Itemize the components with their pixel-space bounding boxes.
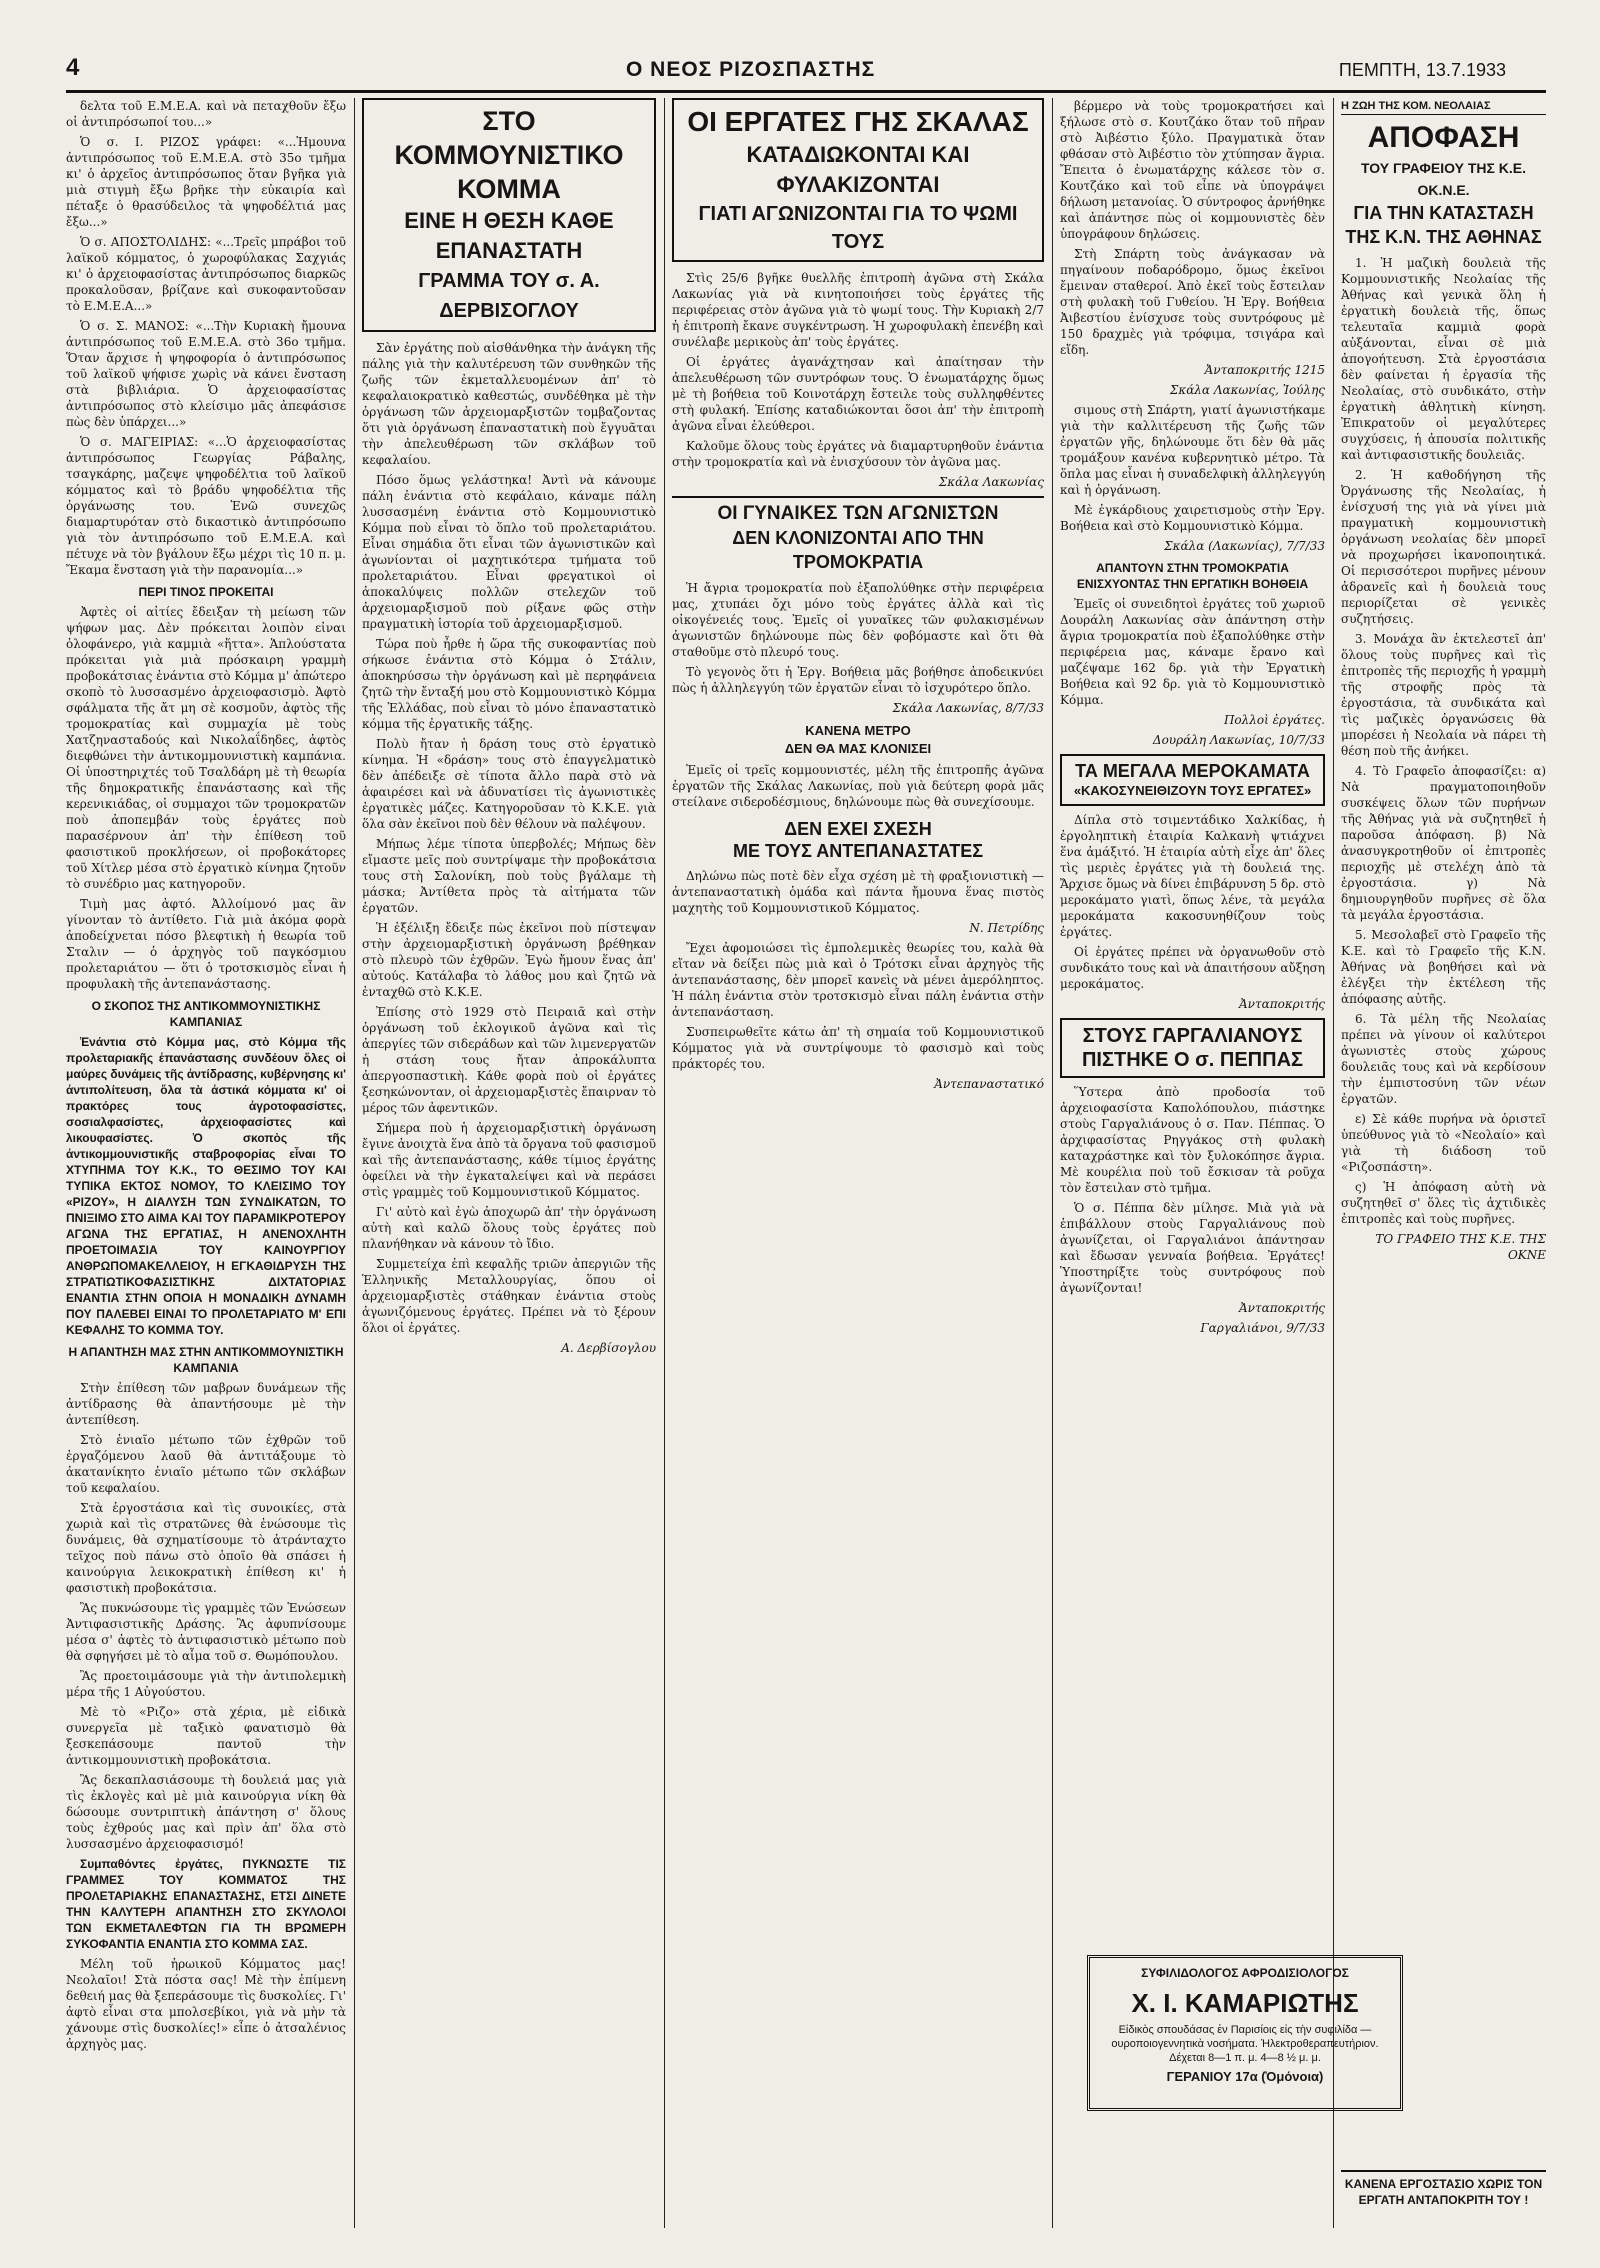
- signature: Ἀνταποκριτής: [1239, 997, 1325, 1011]
- article-paragraph: Ὕστερα ἀπὸ προδοσία τοῦ ἀρχειοφασίστα Καπολόπουλου, πιάστηκε στοὺς Γαργαλιάνους ὁ σ. Παν. Πέππας. Ὁ ἀρχιφασίστας Ρηγγάκος στὴ φυλακὴ καταχράστηκε καὶ τὸν ξυλοκόπησε ἄγρια. Μὲ κουρέλια ποὺ τοῦ ἔσκισαν τὰ ροῦχα τὸν ἔστειλαν στὸ τμῆμα.: [1060, 1085, 1325, 1195]
- section-title: ΣΤΟΥΣ ΓΑΡΓΑΛΙΑΝΟΥΣ: [1082, 1025, 1303, 1047]
- article-paragraph: Συμπαθόντες ἐργάτες, ΠΥΚΝΩΣΤΕ ΤΙΣ ΓΡΑΜΜΕΣ ΤΟΥ ΚΟΜΜΑΤΟΣ ΤΗΣ ΠΡΟΛΕΤΑΡΙΑΚΗΣ ΕΠΑΝΑΣΤΑΣΗΣ, ΕΤΣΙ ΔΙΝΕΤΕ ΤΗΝ ΚΑΛΥΤΕΡΗ ΑΠΑΝΤΗΣΗ ΣΤΟ ΣΚΥΛΟΛΟΙ ΤΩΝ ΕΚΜΕΤΑΛΕΦΤΩΝ ΓΙΑ ΤΗ ΒΡΩΜΕΡΗ ΣΥΚΟΦΑΝΤΙΑ ΕΝΑΝΤΙΑ ΣΤΟ ΚΟΜΜΑ ΣΑΣ.: [66, 1857, 346, 1951]
- article-paragraph: Στὶς 25/6 βγῆκε θυελλῆς ἐπιτροπὴ ἀγῶνα στὴ Σκάλα Λακωνίας γιὰ νὰ κινητοποιήσει τοὺς ἐργάτες τῆς περιφέρειας στὸν ἀγῶνα γιὰ τὸ ψωμί τους. Τὴν Κυριακὴ 2/7 ἡ ἐπιτροπὴ ἔκανε συγκέντρωση. Ἡ χωροφυλακὴ ἐπενέβη καὶ συνέλαβε μερικοὺς ἀπ' τοὺς ἐργάτες.: [672, 271, 1044, 349]
- article-paragraph: Ἐμεῖς οἱ συνειδητοὶ ἐργάτες τοῦ χωριοῦ Δουράλη Λακωνίας σὰν ἀπάντηση στὴν ἄγρια τρομοκρατία ποὺ ἐξαπολύθηκε στὴν περιφέρεια μας, κάναμε ἔρανο καὶ μαζέψαμε 162 δρ. γιὰ τὴν Ἐργατικὴ Βοήθεια καὶ 92 δρ. γιὰ τὸ Κομμουνιστικὸ Κόμμα.: [1060, 597, 1325, 707]
- article-paragraph: ς) Ἡ ἀπόφαση αὐτὴ νὰ συζητηθεῖ σ' ὅλες τὶς ἀχτιδικὲς ἐπιτροπὲς καὶ τοὺς πυρῆνες.: [1341, 1180, 1546, 1226]
- article-paragraph: Ἐμεῖς οἱ τρεῖς κομμουνιστές, μέλη τῆς ἐπιτροπῆς ἀγῶνα ἐργατῶν τῆς Σκάλας Λακωνίας, ποὺ γιὰ δεύτερη φορὰ μᾶς στείλανε σιδεροδέσμιους, δηλώνουμε πὼς θὰ συνεχίσουμε.: [672, 763, 1044, 809]
- article-paragraph: Δηλώνω πὼς ποτὲ δὲν εἶχα σχέση μὲ τὴ φραξιονιστικὴ — ἀντεπαναστατικὴ ὁμάδα καὶ πάντα ἤμουνα ἕνας πιστὸς μαχητὴς τοῦ Κομμουνιστικοῦ Κόμματος.: [672, 869, 1044, 915]
- headline: ΤΟΥ ΓΡΑΦΕΙΟΥ ΤΗΣ Κ.Ε. ΟΚ.Ν.Ε.: [1360, 160, 1527, 198]
- article-paragraph: Στὴν ἐπίθεση τῶν μαβρων δυνάμεων τῆς ἀντίδρασης θὰ ἀπαντήσουμε μὲ τὴν ἀντεπίθεση.: [66, 1381, 346, 1427]
- headline-box: [362, 98, 656, 332]
- signature: Ἀνταποκριτής 1215: [1204, 363, 1325, 377]
- signature: Σκάλα (Λακωνίας), 7/7/33: [1164, 539, 1325, 553]
- article-paragraph: 2. Ἡ καθοδήγηση τῆς Ὀργάνωσης τῆς Νεολαίας, ἡ ἐνίσχυσή της γιὰ νὰ γίνει μιὰ πραγματικὴ κομμουνιστικὴ ὀργάνωση νεολαίας δὲν μπορεῖ νὰ προχωρήσει ἱκανοποιητικά. Οἱ περισσότεροι πυρῆνες μένουν ἀδρανεῖς καὶ ἡ δουλειὰ τους περιορίζεται σὲ γενικὲς συζητήσεις.: [1341, 468, 1546, 626]
- column-5: [1341, 98, 1546, 2228]
- headline-box: [672, 98, 1044, 262]
- article-paragraph: 6. Τὰ μέλη τῆς Νεολαίας πρέπει νὰ γίνουν οἱ καλύτεροι ἀγωνιστὲς στοὺς χώρους δουλειᾶς τους καὶ νὰ κερδίσουν τὴν ἐμπιστοσύνη τῶν νέων ἐργατῶν.: [1341, 1012, 1546, 1106]
- article-paragraph: ε) Σὲ κάθε πυρήνα νὰ ὁριστεῖ ὑπεύθυνος γιὰ τὸ «Νεολαίο» καὶ γιὰ τὴ διάδοση τοῦ «Ριζοσπάστη».: [1341, 1112, 1546, 1174]
- signature: Ἀντεπαναστατικό: [934, 1077, 1044, 1091]
- column-rule: [664, 98, 665, 2228]
- article-paragraph: Στὰ ἐργοστάσια καὶ τὶς συνοικίες, στὰ χωριὰ καὶ τὶς στρατῶνες θὰ ἐνώσουμε τὶς δυνάμεις, θὰ σχηματίσουμε τὸ ἀτράνταχτο τεῖχος ποὺ πάνω στὸ ὁποῖο θὰ σπάσει ἡ καινούργια λεικοκρατικὴ ἐπίθεση κι' ἡ φασιστικὴ προβοκάτσια.: [66, 1501, 346, 1595]
- article-paragraph: Ὁ σ. ΑΠΟΣΤΟΛΙΔΗΣ: «...Τρεῖς μπράβοι τοῦ λαϊκοῦ κόμματος, ὁ χωροφύλακας Σαχγιάς κι' ὁ ἀρχειοφασίστας ἀντιπρόσωπος διαρκῶς προκαλοῦσαν, βρίζανε καὶ συκοφαντοῦσαν τὸ Ε.Μ.Ε.Α...»: [66, 235, 346, 313]
- article-paragraph: Πόσο ὅμως γελάστηκα! Ἀντὶ νὰ κάνουμε πάλη ἐνάντια στὸ κεφάλαιο, κάναμε πάλη λυσσασμένη ἐνάντια στὸ Κομμουνιστικὸ Κόμμα ποὺ εἶναι τὸ ὅπλο τοῦ προλεταριάτου. Εἶναι σημάδια ὅτι εἶναι τῶν ἀγωνιστικῶν καὶ ἀγωνίονται οἱ μαχητικότερα τμήματα τοῦ προλεταριάτου. Εἶναι φρεγατικοὶ οἱ ἀποκαλύψεις πολλῶν στελεχῶν τοῦ ἀρχειομαρξισμοῦ ποὺ ρίξανε φῶς στὴν πραγματικὴ ἱστορία τοῦ ἀρχειομαρξισμοῦ.: [362, 473, 656, 631]
- section-title: «ΚΑΚΟΣΥΝΕΙΘΙΖΟΥΝ ΤΟΥΣ ΕΡΓΑΤΕΣ»: [1073, 783, 1312, 798]
- column-rule: [354, 98, 355, 2228]
- article-paragraph: Ἂς προετοιμάσουμε γιὰ τὴν ἀντιπολεμικὴ μέρα τῆς 1 Αὐγούστου.: [66, 1669, 346, 1699]
- article-paragraph: Ἡ ἄγρια τρομοκρατία ποὺ ἐξαπολύθηκε στὴν περιφέρεια μας, χτυπάει ὄχι μόνο τοὺς ἐργάτες ἀλλὰ καὶ τὶς οἰκογένειές τους. Ἐμεῖς οἱ γυναῖκες τῶν φυλακισμένων ἀγωνιστῶν δηλώνουμε πὼς δὲν φοβόμαστε καὶ ὅτι θὰ σταθοῦμε στὸ πλευρό τους.: [672, 581, 1044, 659]
- column-1: [66, 98, 346, 2228]
- article-paragraph: Πολὺ ἤταν ἡ δράση τους στὸ ἐργατικὸ κίνημα. Ἡ «δράση» τους στὸ ἐπαγγελματικὸ δὲν ἀπέδειξε σὲ τίποτα ἄλλο παρὰ στὸ νὰ ἀφαιρέσει καὶ νὰ ἀδυνατίσει τὶς ἀγωνιστικὲς ἐργατικὲς μάζες. Κατηγοροῦσαν τὸ Κ.Κ.Ε. γιὰ ὅλα σὰν ἐκεῖνοι ποὺ δὲν θέλουν νὰ παλέψουν.: [362, 737, 656, 831]
- article-paragraph: Οἱ ἐργάτες ἀγανάχτησαν καὶ ἀπαίτησαν τὴν ἀπελευθέρωση τῶν συντρόφων τους. Ὁ ἐνωματάρχης ὅμως μὲ τὴ βοήθεια τοῦ Κοινοτάρχη ἔστειλε τοὺς συλληφθέντες στὴ φυλακή. Ἐπίσης καταδιώκονται ὅσοι ἀπ' τὴν ἐπιτροπὴ ἀγῶνα εἶναι ἐλεύθεροι.: [672, 355, 1044, 433]
- article-paragraph: Σὰν ἐργάτης ποὺ αἰσθάνθηκα τὴν ἀνάγκη τῆς πάλης γιὰ τὴν καλυτέρευση τῶν συνθηκῶν τῆς ζωῆς τῶν ἐκμεταλλευομένων ἀπ' τὸ κεφαλαιοκρατικὸ καθεστώς, συνδέθηκα μὲ τὴν ὀργάνωση τῶν ἀρχειομαρξιστῶν τομβαζοντας ὅτι γιὰ ὀργάνωση ἐπαναστατικὴ ποὺ ἔγγυᾶται τὴν ἀπελευθέρωση τῶν σκλάβων τοῦ κεφαλαίου.: [362, 341, 656, 467]
- section-title: ΔΕΝ ΚΛΟΝΙΖΟΝΤΑΙ ΑΠΟ ΤΗΝ ΤΡΟΜΟΚΡΑΤΙΑ: [732, 528, 984, 572]
- headline-box: [1060, 1018, 1325, 1078]
- article-paragraph: Συμμετείχα ἐπὶ κεφαλῆς τριῶν ἀπεργιῶν τῆς Ἑλληνικῆς Μεταλλουργίας, ὅπου οἱ ἀρχειομαρξιστὲς στάθηκαν ἐνάντια στοὺς ἀγωνιζόμενους ἐργάτες. Πρέπει νὰ τὸ ξέρουν ὅλοι οἱ ἐργάτες.: [362, 1257, 656, 1335]
- article-paragraph: Ἐνάντια στὸ Κόμμα μας, στὸ Κόμμα τῆς προλεταριακῆς ἐπανάστασης συνδέουν ὅλες οἱ μαύρες δυνάμεις τῆς ἀντίδρασης, κυβέρνησης κι' ἀντιπολίτευση, ὅλα τὰ ἀστικά κόμματα κι' οἱ πρακτόρες τους ἀγροτοφασίστες, σοσιαλφασίστες, ἀρχειοφασίστες καὶ λικουφασίστες. Ὁ σκοπὸς τῆς ἀντικομμουνιστικῆς σταβροφορίας εἶναι ΤΟ ΧΤΥΠΗΜΑ ΤΟΥ Κ.Κ., ΤΟ ΘΕΣΙΜΟ ΤΟΥ ΚΑΙ ΤΥΠΙΚΑ ΕΚΤΟΣ ΝΟΜΟΥ, ΤΟ ΚΛΕΙΣΙΜΟ ΤΟΥ «ΡΙΖΟΥ», Η ΔΙΑΛΥΣΗ ΤΩΝ ΣΥΝΔΙΚΑΤΩΝ, ΤΟ ΠΝΙΞΙΜΟ ΣΤΟ ΑΙΜΑ ΚΑΙ ΤΟΥ ΠΑΡΑΜΙΚΡΟΤΕΡΟΥ ΑΓΩΝΑ ΤΗΣ ΕΡΓΑΤΙΑΣ, Η ΑΝΕΝΟΧΛΗΤΗ ΠΡΟΕΤΟΙΜΑΣΙΑ ΤΟΥ ΚΑΙΝΟΥΡΓΙΟΥ ΑΝΘΡΩΠΟΜΑΚΕΛΛΕΙΟΥ, Η ΕΓΚΑΘΙΔΡΥΣΗ ΤΗΣ ΣΤΡΑΤΙΩΤΙΚΟΦΑΣΙΣΤΙΚΗΣ ΔΙΧΤΑΤΟΡΙΑΣ ΕΝΑΝΤΙΑ ΣΤΗΝ ΟΠΟΙΑ Η ΜΟΝΑΔΙΚΗ ΔΥΝΑΜΗ ΠΟΥ ΠΑΛΕΒΕΙ ΕΙΝΑΙ ΤΟ ΠΡΟΛΕΤΑΡΙΑΤΟ Μ' ΕΠΙ ΚΕΦΑΛΗΣ ΤΟ ΚΟΜΜΑ ΤΟΥ.: [66, 1035, 346, 1337]
- section-title: ΟΙ ΓΥΝΑΙΚΕΣ ΤΩΝ ΑΓΩΝΙΣΤΩΝ: [672, 496, 1044, 526]
- article-paragraph: Συσπειρωθεῖτε κάτω ἀπ' τὴ σημαία τοῦ Κομμουνιστικοῦ Κόμματος γιὰ νὰ συντρίψουμε τὸ φασισμὸ καὶ τοὺς πράκτορές του.: [672, 1025, 1044, 1071]
- article-paragraph: Τώρα ποὺ ἦρθε ἡ ὥρα τῆς συκοφαντίας ποὺ σήκωσε ἐνάντια στὸ Κόμμα ὁ Στάλιν, ἀποκηρύσσω τὴν ὀργάνωση καὶ μὲ περηφάνεια ζητῶ τὴν ἔνταξή μου στὸ Κομμουνιστικὸ Κόμμα τῆς Ἑλλάδας, ποὺ εἶναι τὸ μόνο ἐπαναστατικὸ κόμμα τῆς ἐργατικῆς τάξης.: [362, 637, 656, 731]
- article-paragraph: Τιμὴ μας ἀφτό. Ἀλλοίμονό μας ἂν γίνονταν τὸ ἀντίθετο. Γιὰ μιὰ ἀκόμα φορὰ ἀποδείχνεται πόσο βλεφτικὴ ἡ θεωρία τοῦ Σταλιν — ὁ ἀρχηγὸς τοῦ παγκόσμιου προλεταριάτου — ὅτι ὁ τροτσκισμὸς εἶναι ἡ προφυλακὴ τῆς ἀντεπανάστασης.: [66, 897, 346, 991]
- signature: Γαργαλιάνοι, 9/7/33: [1200, 1321, 1325, 1335]
- article-paragraph: Μὲ τὸ «Ριζο» στὰ χέρια, μὲ εἰδικὰ συνεργεῖα μὲ ταξικὸ φανατισμὸ θὰ ξεσκεπάσουμε παντοῦ τὴν ἀντικομμουνιστικὴ προβοκάτσια.: [66, 1705, 346, 1767]
- column-rule: [1333, 98, 1334, 2228]
- article-paragraph: Ὁ σ. Ι. ΡΙΖΟΣ γράφει: «...Ἡμουνα ἀντιπρόσωπος τοῦ Ε.Μ.Ε.Α. στὸ 35ο τμῆμα κι' ὁ ἀρχεῖος ἀντιπρόσωπος ὅταν βγῆκα γιὰ μιὰ στιγμὴ ἔξω βρῆκε τὴν εὐκαιρία καὶ πέταξε ὁ θρασύδειλος τὰ ψηφοδέλτιά μας ἔξω...»: [66, 135, 346, 229]
- footer-slogan: ΚΑΝΕΝΑ ΕΡΓΟΣΤΑΣΙΟ ΧΩΡΙΣ ΤΟΝ ΕΡΓΑΤΗ ΑΝΤΑΠΟΚΡΙΤΗ ΤΟΥ !: [1341, 2170, 1546, 2208]
- page-number: 4: [66, 54, 80, 81]
- headline: ΚΑΤΑΔΙΩΚΟΝΤΑΙ ΚΑΙ ΦΥΛΑΚΙΖΟΝΤΑΙ: [746, 142, 970, 197]
- headline: ΓΡΑΜΜΑ ΤΟΥ σ. Α. ΔΕΡΒΙΣΟΓΛΟΥ: [418, 270, 600, 322]
- article-paragraph: Γι' αὐτὸ καὶ ἐγὼ ἀποχωρῶ ἀπ' τὴν ὀργάνωση αὐτὴ καὶ καλῶ ὅλους τοὺς ἐργάτες ποὺ πλανήθηκαν νὰ κάνουν τὸ ἴδιο.: [362, 1205, 656, 1251]
- article-paragraph: Ἀφτὲς οἱ αἰτίες ἔδειξαν τὴ μείωση τῶν ψήφων μας. Δὲν πρόκειται λοιπὸν εἰναι ὁλοφάνερο, γιὰ καμμιὰ «ἥττα». Ἁπλούστατα πρόκειται γιὰ μιὰ πρόσκαιρη γραμμὴ προβοκάτσιας ἐνάντια στὸ Κόμμα μ' ἀπώτερο σκοπὸ τὸ λυσσασμένο ἀρχειοφασισμὸ. Ἀφτὸ σφάλματα τῆς ἄτ μη σὲ κοσμοῦν, ἀφτὸς τῆς τρομοκρατίας καὶ συμμαχία μὲ τοὺς Χατζηνασταδούς καὶ Νικολαΐδηδες, ἀφτὸς διεφθώνει τὴν ἀντικομμουνιστικὴ καμπάνια. Οἱ ὑποστηριχτές τοῦ Τσαλδάρη μὲ τὴ θεωρία τῆς δημοκρατικῆς ἐπανάστασης καὶ τῆς κερενικιάδας, οἱ συμμαχοι τῶν τρομοκρατῶν ποὺ ἀποπεμβάν τοὺς ἐργάτες ποὺ παρασέρνουν ἀπ' τὴν ἐπίθεση τοῦ φασιστικοῦ προκλήσεων, οἱ προβοκάτορες τοῦ Χίτλερ μέσα στὸ ἐργατικὸ κίνημα ζητοῦν τὸ συνέδριο μας κατηγοροῦν.: [66, 605, 346, 891]
- signature: Πολλοὶ ἐργάτες.: [1223, 713, 1325, 727]
- article-paragraph: Ἂς πυκνώσουμε τὶς γραμμὲς τῶν Ἑνώσεων Ἀντιφασιστικῆς Δράσης. Ἂς ἀφυπνίσουμε μέσα σ' ἀφτὲς τὸ ἀντιφασιστικὸ μέτωπο ποὺ θὰ σφηγήσει μὲ τὸ αἷμα τοῦ σ. Θωμόπουλου.: [66, 1601, 346, 1663]
- signature: ΤΟ ΓΡΑΦΕΙΟ ΤΗΣ Κ.Ε. ΤΗΣ ΟΚΝΕ: [1375, 1232, 1546, 1262]
- headline: ΓΙΑΤΙ ΑΓΩΝΙΖΟΝΤΑΙ ΓΙΑ ΤΟ ΨΩΜΙ ΤΟΥΣ: [698, 203, 1018, 253]
- article-paragraph: Ὁ σ. ΜΑΓΕΙΡΙΑΣ: «...Ὁ ἀρχειοφασίστας ἀντιπρόσωπος Γεωργίας Ράβαλης, τσαγκάρης, μαζεψε ψηφοδέλτια τοῦ λαϊκοῦ κόμματος καὶ τὸ βράδυ ψηφοδέλτια τῆς ὀργάνωσης του. Ἐνῶ συνεχῶς διαμαρτυρόταν στὸ δικαστικὸ ἀντιπρόσωπο γιὰ τὸν ἀντιπρόσωπο τοῦ Ε.Μ.Ε.Α. καὶ πέτυχε νὰ τὸν βγάλουν ἔξω μέχρι τὶς 10 π. μ. Ἔκαμα ἔνσταση γιὰ τὴν παρανομία...»: [66, 435, 346, 577]
- ad-address: ΓΕΡΑΝΙΟΥ 17α (Ὁμόνοια): [1166, 2069, 1324, 2084]
- headline-box: [1060, 754, 1325, 806]
- article-paragraph: Ἡ ἐξέλιξη ἔδειξε πὼς ἐκεῖνοι ποὺ πίστεψαν στὴν ἀρχειομαρξιστικὴ ὀργάνωση βρέθηκαν στὸ πλευρὸ τῶν ἐχθρῶν. Ἐγὼ ἤμουν ἕνας ἀπ' αὐτούς. Κατάλαβα τὸ λάθος μου καὶ ζητῶ νὰ ἐνταχθῶ στὸ Κ.Κ.Ε.: [362, 921, 656, 999]
- ad-description: Εἰδικὸς σπουδάσας ἐν Παρισίοις εἰς τὴν συφιλίδα — ουροποιογεννητικὰ νοσήματα. Ἠλεκτροθεραπευτήριον. Δέχεται 8—1 π. μ. 4—8 ½ μ. μ.: [1111, 2024, 1379, 2064]
- article-paragraph: Μέλη τοῦ ἡρωικοῦ Κόμματος μας! Νεολαῖοι! Στὰ πόστα σας! Μὲ τὴν ἐπίμενη δεθειή μας θὰ ξεπεράσουμε τὶς δυσκολίες. Γι' ἀφτὸ εἶναι στα μπολσεβίκοι, γιὰ νὰ μὴν τὰ χάνουμε στὶς δυσκολίες!» εἶπε ὁ ἀτσαλένιος ἀρχηγὸς μας.: [66, 1957, 346, 2051]
- article-paragraph: Σήμερα ποὺ ἡ ἀρχειομαρξιστικὴ ὀργάνωση ἔγινε ἀνοιχτὰ ἕνα ἀπὸ τὰ ὄργανα τοῦ φασισμοῦ καὶ τῆς ἀντεπανάστασης, κάθε τίμιος ἐργάτης ὀφείλει νὰ τὴν ἐγκαταλείψει καὶ νὰ περάσει στὶς γραμμὲς τοῦ Κομμουνιστικοῦ Κόμματος.: [362, 1121, 656, 1199]
- headline: ΤΗΣ Κ.Ν. ΤΗΣ ΑΘΗΝΑΣ: [1345, 227, 1542, 247]
- section-title: ΔΕΝ ΘΑ ΜΑΣ ΚΛΟΝΙΣΕΙ: [784, 741, 932, 756]
- section-title: ΕΝΙΣΧΥΟΝΤΑΣ ΤΗΝ ΕΡΓΑΤΙΚΗ ΒΟΗΘΕΙΑ: [1076, 577, 1309, 591]
- newspaper-name: Ο ΝΕΟΣ ΡΙΖΟΣΠΑΣΤΗΣ: [626, 58, 876, 81]
- section-heading: Ο ΣΚΟΠΟΣ ΤΗΣ ΑΝΤΙΚΟΜΜΟΥΝΙΣΤΙΚΗΣ ΚΑΜΠΑΝΙΑΣ: [91, 999, 321, 1029]
- signature: Δουράλη Λακωνίας, 10/7/33: [1152, 733, 1325, 747]
- headline: ΣΤΟ ΚΟΜΜΟΥΝΙΣΤΙΚΟ ΚΟΜΜΑ: [394, 106, 624, 204]
- section-title: ΤΑ ΜΕΓΑΛΑ ΜΕΡΟΚΑΜΑΤΑ: [1075, 761, 1310, 781]
- section-heading: Η ΑΠΑΝΤΗΣΗ ΜΑΣ ΣΤΗΝ ΑΝΤΙΚΟΜΜΟΥΝΙΣΤΙΚΗ ΚΑΜΠΑΝΙΑ: [68, 1345, 344, 1375]
- article-paragraph: δελτα τοῦ Ε.Μ.Ε.Α. καὶ νὰ πεταχθοῦν ἔξω οἱ ἀντιπρόσωποί του...»: [66, 99, 346, 129]
- section-title: ΚΑΝΕΝΑ ΜΕΤΡΟ: [805, 723, 911, 738]
- article-paragraph: Οἱ ἐργάτες πρέπει νὰ ὀργανωθοῦν στὸ συνδικάτο τους καὶ νὰ ἀπαιτήσουν αὔξηση μεροκάματος.: [1060, 945, 1325, 991]
- headline: ΑΠΟΦΑΣΗ: [1367, 121, 1520, 154]
- article-paragraph: Ὁ σ. Πέππα δὲν μίλησε. Μιὰ γιὰ νὰ ἐπιβάλλουν στοὺς Γαργαλιάνους ποὺ ἀγωνίζεται, οἱ Γαργαλιάνοι ἀπάντησαν καὶ ἔδωσαν γενναία βοήθεια. Ἐργάτες! Ὑποστηρίξτε τοὺς συντρόφους ποὺ ἀγωνίζονται!: [1060, 1201, 1325, 1295]
- article-paragraph: Ἐπίσης στὸ 1929 στὸ Πειραιᾶ καὶ στὴν ὀργάνωση τοῦ ἐκλογικοῦ ἀγῶνα καὶ τὶς ἀπεργίες τῶν σιδεράδων καὶ τῶν λιμενεργατῶν ἡ στάση τους ἤταν ἀπροκάλυπτα ἀπεργοσπαστικὴ. Κάθε φορὰ ποὺ οἱ ἐργάτες ξεσηκώνονταν, οἱ ἀρχειομαρξιστὲς ἔπαιρναν τὸ μέρος τῶν ἀφεντικῶν.: [362, 1005, 656, 1115]
- column-rule: [1052, 98, 1053, 2228]
- section-title: ΑΠΑΝΤΟΥΝ ΣΤΗΝ ΤΡΟΜΟΚΡΑΤΙΑ: [1096, 561, 1289, 575]
- section-heading: ΠΕΡΙ ΤΙΝΟΣ ΠΡΟΚΕΙΤΑΙ: [138, 585, 274, 599]
- column-3: [672, 98, 1044, 2228]
- section-label: Η ΖΩΗ ΤΗΣ ΚΟΜ. ΝΕΟΛΑΙΑΣ: [1341, 98, 1546, 115]
- column-4: [1060, 98, 1325, 2228]
- headline: ΓΙΑ ΤΗΝ ΚΑΤΑΣΤΑΣΗ: [1353, 203, 1534, 223]
- article-paragraph: σιμους στὴ Σπάρτη, γιατί ἀγωνιστήκαμε γιὰ τὴν καλλιτέρευση τῆς ζωῆς τῶν ἐργατῶν γῆς, δηλώνουμε ὅτι δὲν θὰ μᾶς τρομάξουν κανένα κυβερνητικὸ μέτρο. Τὰ ὅπλα μας εἶναι ἡ συναδελφικὴ ἀλληλεγγύη καὶ ἡ ὀργάνωση.: [1060, 403, 1325, 497]
- article-paragraph: Στὴ Σπάρτη τοὺς ἀνάγκασαν νὰ πηγαίνουν ποδαρόδρομο, ὅμως ἐκεῖνοι ἔμειναν σταθεροί. Ἀπὸ ἐκεῖ τοὺς ἔστειλαν στὴ φυλακὴ τοῦ Γυθείου. Ἡ Ἐργ. Βοήθεια Ἀιβεστίου ἐνίσχυσε τοὺς συντρόφους μὲ 150 δραχμὲς γιὰ τρόφιμα, τσιγάρα καὶ εἴδη.: [1060, 247, 1325, 357]
- section-title: ΠΙΣΤΗΚΕ Ο σ. ΠΕΠΠΑΣ: [1081, 1049, 1304, 1071]
- article-paragraph: 5. Μεσολαβεῖ στὸ Γραφεῖο τῆς Κ.Ε. καὶ τὸ Γραφεῖο τῆς Κ.Ν. Ἀθήνας νὰ βοηθήσει καὶ νὰ ἐλέγξει τὴν ἐκτέλεση τῆς ἀπόφασης αὐτῆς.: [1341, 928, 1546, 1006]
- article-paragraph: Ἂς δεκαπλασιάσουμε τὴ δουλειά μας γιὰ τὶς ἐκλογὲς καὶ μὲ μιὰ καινούργια νίκη θὰ δώσουμε συντριπτικὴ ἀπάντηση σ' ὅλους τοὺς ἐχθρούς μας καὶ πρὶν ἀπ' ὅλα στὸ λυσσασμένο ἀρχειοφασισμό!: [66, 1773, 346, 1851]
- signature: Ν. Πετρίδης: [969, 921, 1044, 935]
- headline: ΕΙΝΕ Η ΘΕΣΗ ΚΑΘΕ ΕΠΑΝΑΣΤΑΤΗ: [404, 208, 614, 263]
- article-paragraph: Ἔχει ἀφομοιώσει τὶς ἐμπολεμικὲς θεωρίες του, καλὰ θὰ εἴταν νὰ δείξει πὼς μιὰ καὶ ὁ Τρότσκι εἶναι ἀρχηγὸς τῆς ἀντεπανάστασης, δὲν μπορεῖ κανεὶς νὰ μένει ἀμερόληπτος. Ἡ πάλη ἐνάντια στὸν τροτσκισμὸ εἶναι πάλη ἐνάντια στὴν ἀντεπανάσταση.: [672, 941, 1044, 1019]
- signature: Σκάλα Λακωνίας, Ἰούλης: [1169, 383, 1325, 397]
- article-paragraph: 4. Τὸ Γραφεῖο ἀποφασίζει: α) Νὰ πραγματοποιηθοῦν συσκέψεις ὅλων τῶν πυρήνων τῆς Ἀθήνας γιὰ νὰ συζητηθεῖ ἡ παροῦσα ἀπόφαση. β) Νὰ ἀνασυγκροτηθοῦν οἱ ἐπιτροπὲς περιοχῆς μὲ στελέχη ἀπὸ τὰ ἐργοστάσια. γ) Νὰ δημιουργηθοῦν πυρῆνες σὲ ὅλα τὰ μεγάλα ἐργοστάσια.: [1341, 764, 1546, 922]
- signature: Σκάλα Λακωνίας, 8/7/33: [892, 701, 1044, 715]
- article-paragraph: Τὸ γεγονὸς ὅτι ἡ Ἐργ. Βοήθεια μᾶς βοήθησε ἀποδεικνύει πὼς ἡ ἀλληλεγγύη τῶν ἐργατῶν εἶναι τὸ ἰσχυρότερο ὅπλο.: [672, 665, 1044, 695]
- article-paragraph: Στὸ ἑνιαῖο μέτωπο τῶν ἐχθρῶν τοῦ ἐργαζόμενου λαοῦ θὰ ἀντιτάξουμε τὸ ἀκατανίκητο ἑνιαῖο μέτωπο τῶν σκλάβων τοῦ κεφαλαίου.: [66, 1433, 346, 1495]
- article-paragraph: 3. Μονάχα ἂν ἐκτελεστεῖ ἀπ' ὅλους τοὺς πυρῆνες καὶ τὶς ἐπιτροπὲς τῆς περιοχῆς ἡ γραμμὴ τῆς στροφῆς πρὸς τὰ ἐργοστάσια, τὰ συνδικάτα καὶ τὶς μαζικὲς ὀργανώσεις θὰ μπορέσει ἡ Νεολαία νὰ πάρει τὴ θέση ποὺ τῆς ἀνήκει.: [1341, 632, 1546, 758]
- article-paragraph: 1. Ἡ μαζικὴ δουλειὰ τῆς Κομμουνιστικῆς Νεολαίας τῆς Ἀθήνας καὶ γενικὰ ὅλη ἡ ἐργατικὴ δουλειὰ τῆς, ὅπως τελευταῖα καμμιὰ φορὰ αὐξάνονται, εἶναι σὲ μιὰ ἀπογοήτευση. Στὰ ἐργοστάσια δὲν φαίνεται ἡ ἐργασία τῆς Νεολαίας, στὸ συνδικάτο, στὴν ἐργατικὴ ἀθλητικὴ κίνηση. Ἐπικρατοῦν οἱ μεγαλύτερες συγχύσεις, ἡ ἀπουσία πολιτικῆς καὶ ἀντιφασιστικῆς δουλειᾶς.: [1341, 256, 1546, 462]
- article-paragraph: Καλοῦμε ὅλους τοὺς ἐργάτες νὰ διαμαρτυρηθοῦν ἐνάντια στὴν τρομοκρατία καὶ νὰ ἐνισχύσουν τὸν ἀγῶνα μας.: [672, 439, 1044, 469]
- headline: ΟΙ ΕΡΓΑΤΕΣ ΓΗΣ ΣΚΑΛΑΣ: [687, 106, 1029, 137]
- masthead: [66, 52, 1546, 93]
- signature: Σκάλα Λακωνίας: [938, 475, 1044, 489]
- issue-date: ΠΕΜΠΤΗ, 13.7.1933: [1338, 60, 1506, 80]
- signature: Ἀνταποκριτής: [1239, 1301, 1325, 1315]
- article-paragraph: βέρμερο νὰ τοὺς τρομοκρατήσει καὶ ξήλωσε στὸ σ. Κουτζάκο ὅταν τοῦ πῆραν στὸ Ἀιβέστιο ξύλο. Πραγματικὰ ὅταν φθάσαν στὸ Ἀιβέστιο τὸν χτύπησαν ἄγρια. Ἔπειτα ὁ ἐνωματάρχης κάλεσε τὸν σ. Κουτζάκο καὶ τοῦ εἶπε νὰ ὑπογράψει δήλωση μετανοίας. Ὁ σύντροφος ἀρνήθηκε καὶ ἀπάντησε πὼς οἱ κομμουνιστὲς δὲν ὑπογράφουν δηλώσεις.: [1060, 99, 1325, 241]
- signature: Α. Δερβίσογλου: [561, 1341, 656, 1355]
- article-paragraph: Μὲ ἐγκάρδιους χαιρετισμοὺς στὴν Ἐργ. Βοήθεια καὶ στὸ Κομμουνιστικὸ Κόμμα.: [1060, 503, 1325, 533]
- ad-specialty: ΣΥΦΙΛΙΔΟΛΟΓΟΣ ΑΦΡΟΔΙΣΙΟΛΟΓΟΣ: [1141, 1966, 1349, 1980]
- article-paragraph: Μήπως λέμε τίποτα ὑπερβολές; Μήπως δὲν εἴμαστε μεῖς ποὺ συντρίψαμε τὴν προβοκάτσια τους στὴ Σαλονίκη, ποὺ τοὺς βγάλαμε τὴ μάσκα; Ἀντίθετα πρὸς τὰ αἰτήματα τῶν ἐργατῶν.: [362, 837, 656, 915]
- section-title: ΜΕ ΤΟΥΣ ΑΝΤΕΠΑΝΑΣΤΑΤΕΣ: [732, 841, 984, 861]
- section-title: ΔΕΝ ΕΧΕΙ ΣΧΕΣΗ: [784, 819, 932, 839]
- ad-doctor-name: Χ. Ι. ΚΑΜΑΡΙΩΤΗΣ: [1131, 1988, 1359, 2018]
- column-2: [362, 98, 656, 2228]
- article-paragraph: Ὁ σ. Σ. ΜΑΝΟΣ: «...Τὴν Κυριακὴ ἤμουνα ἀντιπρόσωπος τοῦ Ε.Μ.Ε.Α. στὸ 36ο τμῆμα. Ὅταν ἄρχισε ἡ ψηφοφορία ὁ ἀντιπρόσωπος τοῦ λαϊκοῦ ψήφισε χωρὶς νὰ κάνει ἔνσταση στὰ βιβλιάρια. Ὁ ἀρχειοφασίστας ἀντιπρόσωπος στὸ κλείσιμο μᾶς ἀπεφάσισε πὼς δὲν ὑπάρχει...»: [66, 319, 346, 429]
- article-paragraph: Δίπλα στὸ τσιμεντάδικο Χαλκίδας, ἡ ἐργοληπτικὴ ἑταιρία Καλκανὴ ψτιάχνει ἕνα ἀμάξιτό. Ἡ ἑταιρία αὐτὴ εἶχε ἀπ' ὅλες τὶς μεριὲς ἐργάτες γιὰ τὴ δουλειά της. Ἄρχισε ὅμως νὰ δίνει ἐπιβάρυνση 5 δρ. στὸ μεροκάματο γιατὶ, ὅπως λένε, τὰ μεγάλα μεροκάματα κακοσυνηθίζουν τοὺς ἐργάτες.: [1060, 813, 1325, 939]
